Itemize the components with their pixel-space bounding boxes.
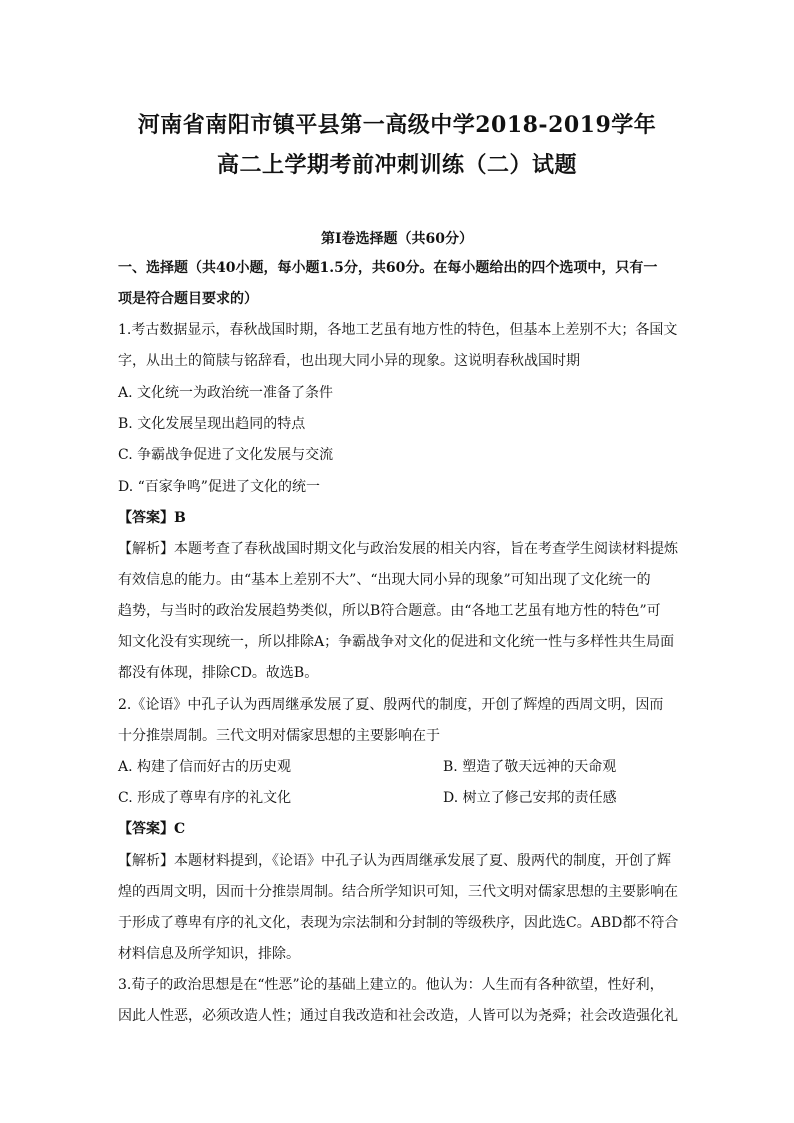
document-title-line2: 高二上学期考前冲刺训练（二）试题	[216, 152, 577, 178]
q1-option-a: A. 文化统一为政治统一准备了条件	[118, 385, 334, 401]
q2-option-c: C. 形成了尊卑有序的礼文化	[118, 790, 292, 806]
q2-option-a: A. 构建了信而好古的历史观	[118, 759, 292, 775]
section-header: 第Ⅰ卷选择题（共60分）	[320, 231, 474, 247]
document-title-line1: 河南省南阳市镇平县第一高级中学2018-2019学年	[137, 112, 657, 138]
q1-analysis-line: 都没有体现，排除CD。故选B。	[118, 665, 319, 681]
q2-option-d: D. 树立了修己安邦的责任感	[443, 790, 617, 806]
q1-option-d: D. “百家争鸣”促进了文化的统一	[118, 479, 320, 495]
q2-stem-line: 2.《论语》中孔子认为西周继承发展了夏、殷两代的制度，开创了辉煌的西周文明，因而	[118, 697, 664, 713]
q1-analysis-line: 有效信息的能力。由“基本上差别不大”、“出现大同小异的现象”可知出现了文化统一的	[118, 572, 651, 588]
q2-analysis-line: 【解析】本题材料提到，《论语》中孔子认为西周继承发展了夏、殷两代的制度，开创了辉	[118, 853, 671, 869]
q1-answer: 【答案】B	[118, 510, 186, 526]
q2-answer: 【答案】C	[118, 821, 186, 837]
q1-analysis-line: 【解析】本题考查了春秋战国时期文化与政治发展的相关内容，旨在考查学生阅读材料提炼	[118, 541, 678, 557]
q2-analysis-line: 煌的西周文明，因而十分推崇周制。结合所学知识可知，三代文明对儒家思想的主要影响在	[118, 884, 678, 900]
q2-option-b: B. 塑造了敬天远神的天命观	[443, 759, 617, 775]
q2-stem-line: 十分推崇周制。三代文明对儒家思想的主要影响在于	[118, 728, 440, 744]
q1-option-b: B. 文化发展呈现出趋同的特点	[118, 416, 306, 432]
q2-analysis-line: 材料信息及所学知识，排除。	[118, 946, 300, 962]
instructions-line: 项是符合题目要求的）	[118, 291, 258, 307]
q1-stem-line: 1.考古数据显示，春秋战国时期，各地工艺虽有地方性的特色，但基本上差别不大；各国文	[118, 322, 678, 338]
q2-analysis-line: 于形成了尊卑有序的礼文化，表现为宗法制和分封制的等级秩序，因此选C。ABD都不符合	[118, 915, 679, 931]
q1-option-c: C. 争霸战争促进了文化发展与交流	[118, 447, 334, 463]
q3-stem-line: 因此人性恶，必须改造人性；通过自我改造和社会改造，人皆可以为尧舜；社会改造强化礼	[118, 1008, 678, 1024]
q1-analysis-line: 趋势，与当时的政治发展趋势类似，所以B符合题意。由“各地工艺虽有地方性的特色”可	[118, 603, 661, 619]
q3-stem-line: 3.荀子的政治思想是在“性恶”论的基础上建立的。他认为：人生而有各种欲望，性好利，	[118, 977, 664, 993]
q1-stem-line: 字，从出土的简牍与铭辞看，也出现大同小异的现象。这说明春秋战国时期	[118, 353, 580, 369]
instructions-line: 一、选择题（共40小题，每小题1.5分，共60分。在每小题给出的四个选项中，只有一	[118, 260, 658, 276]
q1-analysis-line: 知文化没有实现统一，所以排除A；争霸战争对文化的促进和文化统一性与多样性共生局面	[118, 634, 675, 650]
